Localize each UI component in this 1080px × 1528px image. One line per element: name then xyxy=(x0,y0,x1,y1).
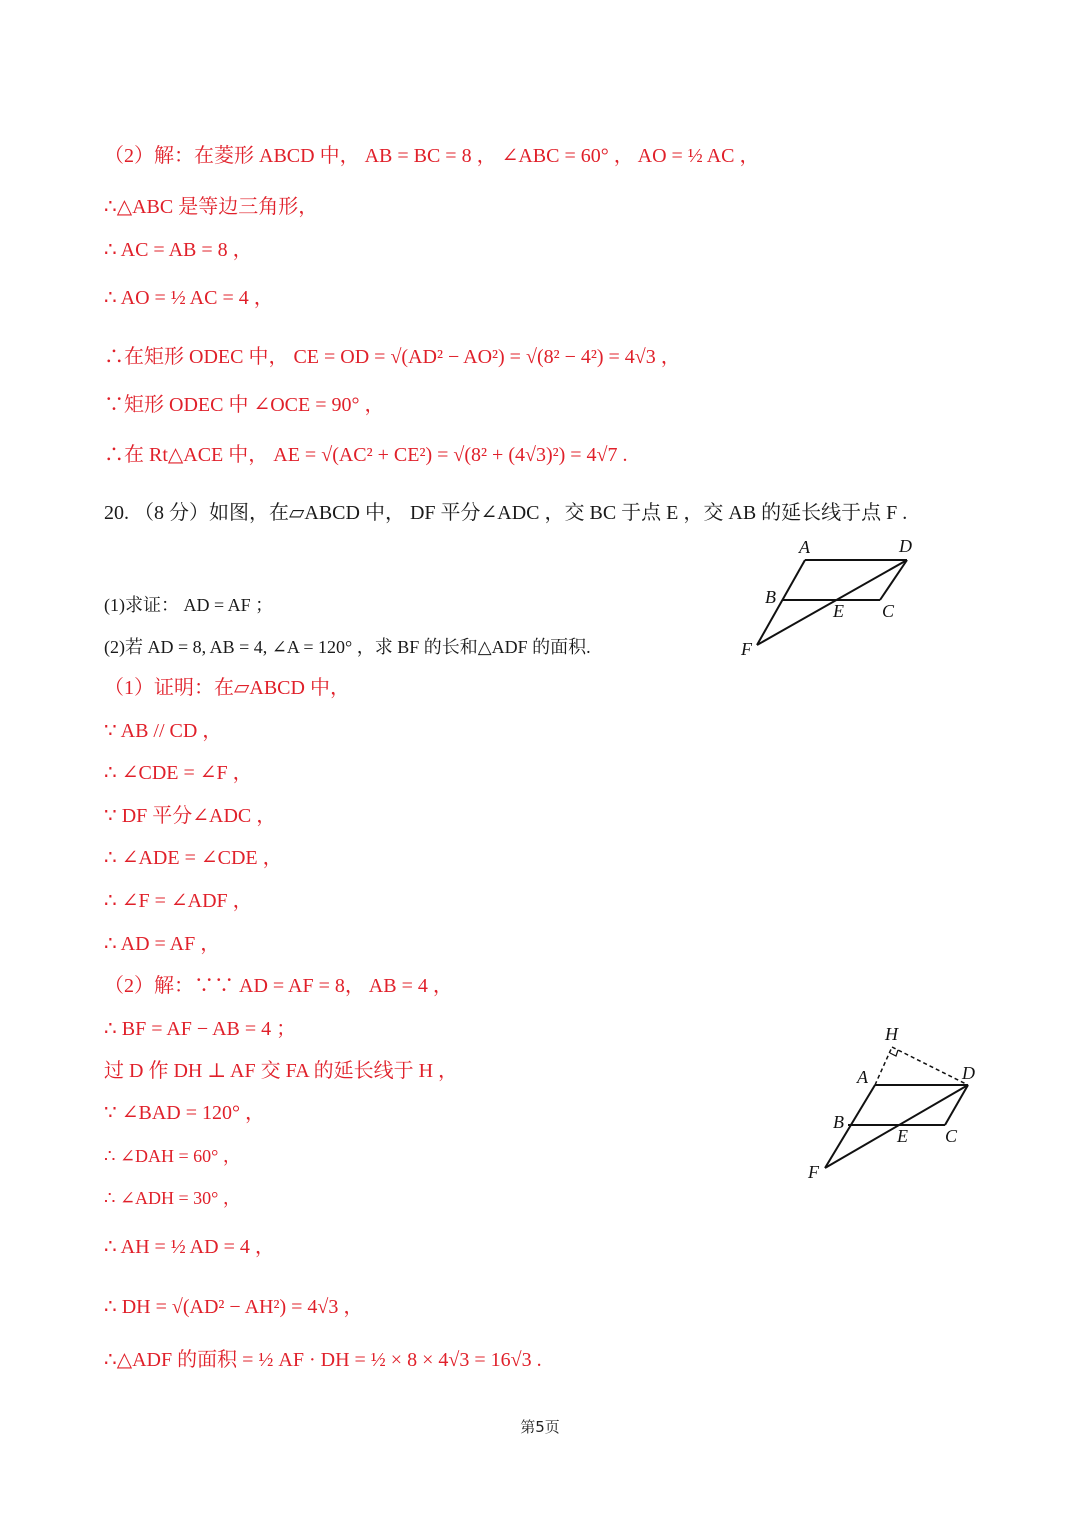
solution-line: ∴ AH = ½ AD = 4 ， xyxy=(104,1236,275,1258)
point-label-f: F xyxy=(808,1162,819,1182)
parallelogram-figure xyxy=(735,533,925,662)
solution-line: ∴ DH = √(AD² − AH²) = 4√3 ， xyxy=(104,1296,364,1318)
point-label-d: D xyxy=(899,536,912,556)
solution-line: ∵ DF 平分∠ADC ， xyxy=(104,805,277,827)
solution-line: ∵ AB // CD ， xyxy=(104,720,223,742)
question-stem: 20. （8 分）如图，在▱ABCD 中， DF 平分∠ADC ，交 BC 于点 E ，交 AB 的延长线于点 F . xyxy=(104,502,908,524)
solution-line: （1）证明：在▱ABCD 中， xyxy=(104,677,350,699)
solution-line: （2）解：∵∵ AD = AF = 8， AB = 4 ， xyxy=(104,975,453,997)
solution-line: ∴ BF = AF − AB = 4 ； xyxy=(104,1018,297,1040)
page-number: 第5页 xyxy=(520,1418,560,1436)
solution-line: ∵ ∠BAD = 120° ， xyxy=(104,1102,265,1124)
question-part-1: (1)求证： AD = AF ； xyxy=(104,595,274,615)
solution-line: ∴ AC = AB = 8 ， xyxy=(104,239,253,261)
solution-line: ∵矩形 ODEC 中 ∠OCE = 90° ， xyxy=(104,394,385,416)
point-label-a: A xyxy=(857,1067,868,1087)
solution-line: ∴在矩形 ODEC 中， CE = OD = √(AD² − AO²) = √(8² − 4²) = 4√3 ， xyxy=(104,346,681,368)
point-label-e: E xyxy=(833,601,844,621)
solution-line: ∴ ∠F = ∠ADF ， xyxy=(104,890,253,912)
solution-line: ∴ AO = ½ AC = 4 ， xyxy=(104,287,274,309)
solution-line: （2）解：在菱形 ABCD 中， AB = BC = 8 ， ∠ABC = 60° ， AO = ½ AC ， xyxy=(104,145,760,167)
point-label-a: A xyxy=(799,537,810,557)
solution-line: ∴ ∠CDE = ∠F ， xyxy=(104,762,253,784)
point-label-d: D xyxy=(962,1063,975,1083)
point-label-c: C xyxy=(882,601,895,621)
question-part-2: (2)若 AD = 8, AB = 4, ∠A = 120° ，求 BF 的长和△ADF 的面积. xyxy=(104,637,591,657)
parallelogram-height-figure xyxy=(800,1020,990,1189)
solution-line: ∴△ABC 是等边三角形， xyxy=(104,196,319,218)
solution-line: ∴ AD = AF ， xyxy=(104,933,221,955)
point-label-b: B xyxy=(765,587,776,607)
point-label-h: H xyxy=(885,1024,898,1044)
point-label-c: C xyxy=(945,1126,958,1146)
point-label-e: E xyxy=(897,1126,908,1146)
solution-line: ∴ ∠ADE = ∠CDE ， xyxy=(104,847,283,869)
solution-line: ∴ ∠DAH = 60° ， xyxy=(104,1146,241,1166)
point-label-b: B xyxy=(833,1112,844,1132)
solution-line: ∴在 Rt△ACE 中， AE = √(AC² + CE²) = √(8² + (4√3)²) = 4√7 . xyxy=(104,444,628,466)
point-label-f: F xyxy=(741,639,752,658)
solution-line: ∴△ADF 的面积 = ½ AF · DH = ½ × 8 × 4√3 = 16√3 . xyxy=(104,1349,542,1371)
solution-line: ∴ ∠ADH = 30° ， xyxy=(104,1188,241,1208)
solution-line: 过 D 作 DH ⊥ AF 交 FA 的延长线于 H ， xyxy=(104,1060,459,1082)
